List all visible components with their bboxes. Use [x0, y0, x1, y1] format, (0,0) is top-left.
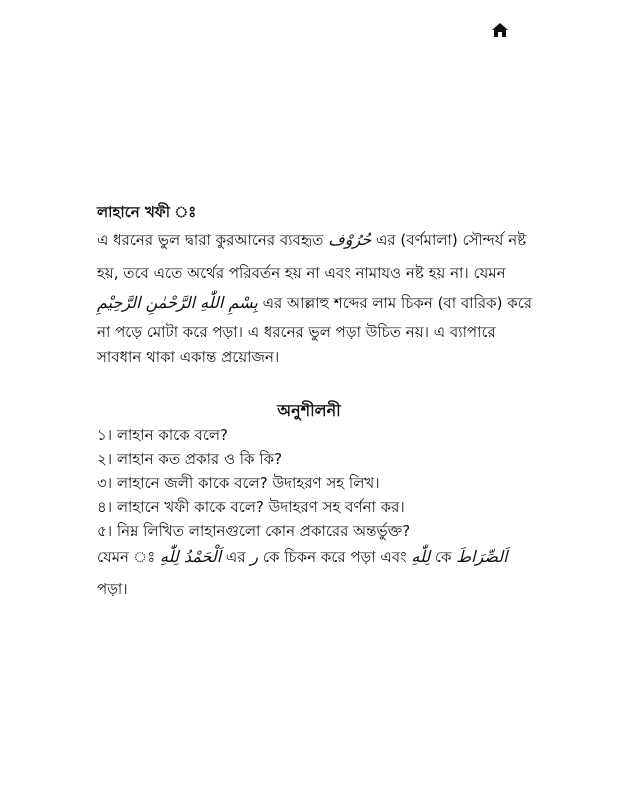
line3-text: এর আল্লাহু শব্দের লাম চিকন (বা বারিক) করে	[262, 294, 533, 312]
question-4: ৪। লাহানে খফী কাকে বলে? উদাহরণ সহ বর্ণনা কর।	[97, 498, 405, 516]
example-mid-2: কে চিকন করে পড়া এবং	[262, 548, 407, 566]
paragraph-line-3	[97, 292, 547, 314]
line1-arabic: حُرُوْف	[328, 230, 372, 249]
paragraph-line-4: না পড়ে মোটা করে পড়া। এ ধরনের ভুল পড়া উচিত নয়। এ ব্যাপারে	[97, 323, 496, 341]
example-arabic-3: لِلّٰهِ	[411, 547, 431, 566]
question-3: ৩। লাহানে জলী কাকে বলে? উদাহরণ সহ লিখ।	[97, 474, 380, 492]
example-prefix: যেমন ঃ	[97, 548, 156, 566]
line1-text-start: এ ধরনের ভুল দ্বারা কুরআনের ব্যবহৃত	[97, 231, 324, 249]
paragraph-line-5: সাবধান থাকা একান্ত প্রয়োজন।	[97, 348, 280, 366]
example-arabic-2: ر	[250, 547, 259, 566]
paragraph-line-1	[97, 229, 547, 251]
home-icon[interactable]	[491, 22, 509, 38]
section-heading: লাহানে খফী ঃ	[97, 203, 197, 221]
exercise-title: অনুশীলনী	[277, 401, 341, 420]
example-arabic-1: اَلْحَمْدُ لِلّٰهِ	[160, 547, 222, 566]
line3-arabic: بِسْمِ اللّٰهِ الرَّحْمٰنِ الرَّحِيْمِ	[97, 293, 258, 312]
example-arabic-4: اَلصِّرَاطَ	[456, 547, 508, 566]
example-end: পড়া।	[97, 580, 128, 598]
question-2: ২। লাহান কত প্রকার ও কি কি?	[97, 450, 283, 468]
question-5: ৫। নিম্ন লিখিত লাহানগুলো কোন প্রকারের অন্তর্ভুক্ত?	[97, 522, 411, 540]
example-mid-1: এর	[225, 548, 246, 566]
example-mid-3: কে	[434, 548, 452, 566]
line1-text-end: এর (বর্ণমালা) সৌন্দর্য নষ্ট	[375, 231, 527, 249]
paragraph-line-2: হয়, তবে এতে অর্থের পরিবর্তন হয় না এবং নামাযও নষ্ট হয় না। যেমন	[97, 264, 506, 282]
example-line	[97, 546, 508, 568]
question-1: ১। লাহান কাকে বলে?	[97, 426, 228, 444]
